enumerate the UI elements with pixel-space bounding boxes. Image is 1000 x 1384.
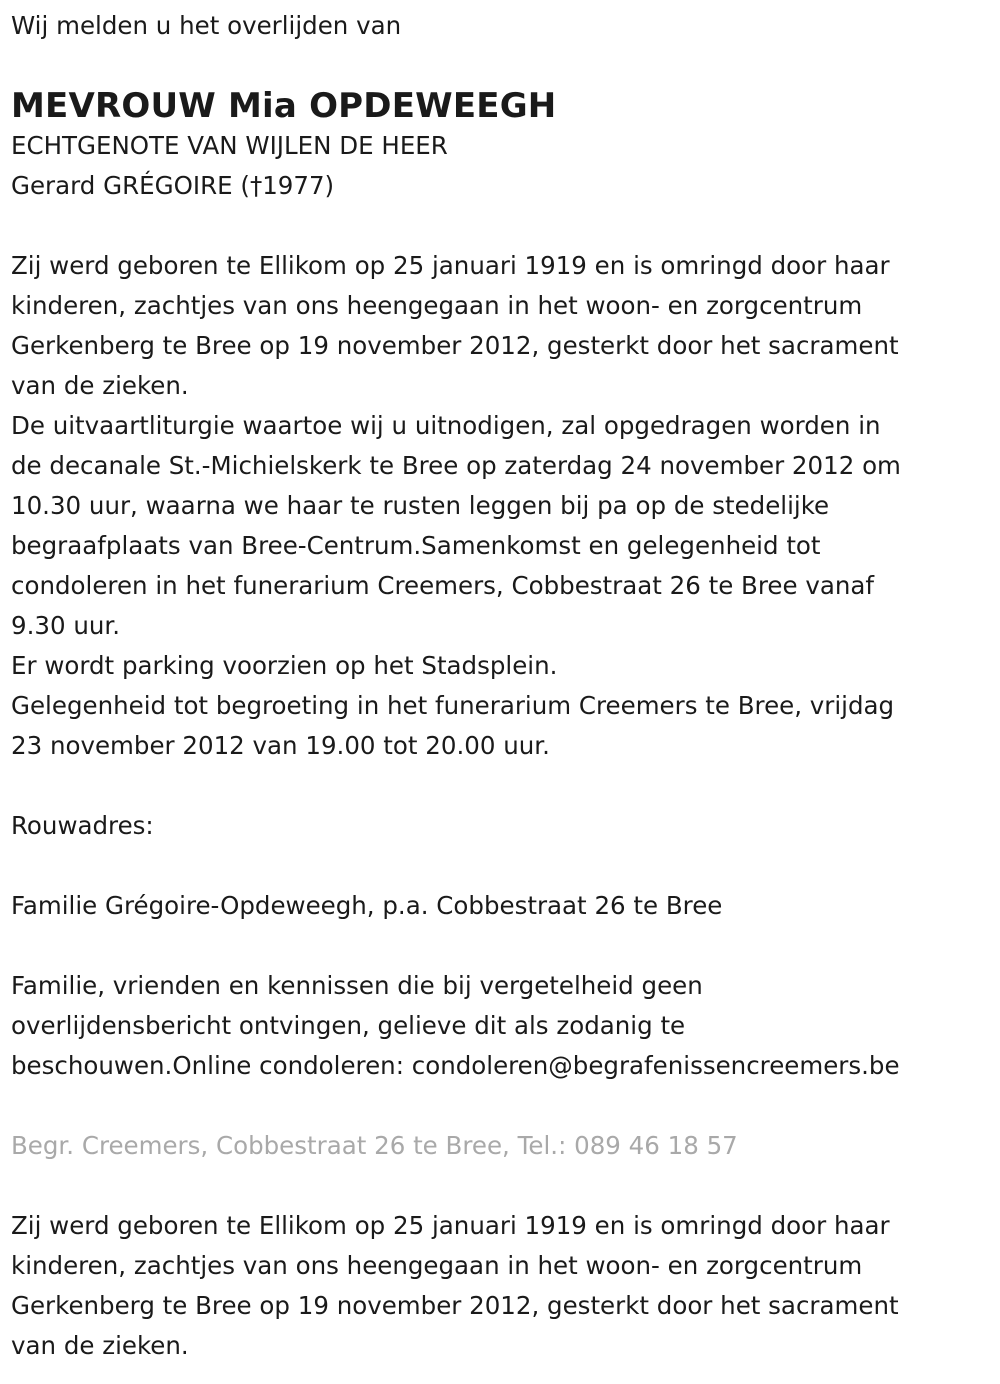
spacer	[11, 1086, 990, 1126]
parking-info: Er wordt parking voorzien op het Stadsplein.	[11, 651, 558, 680]
paragraph-line: begraafplaats van Bree-Centrum.Samenkomst en gelegenheid tot	[11, 531, 821, 560]
paragraph-line: condoleren in het funerarium Creemers, Cobbestraat 26 te Bree vanaf	[11, 571, 875, 600]
spouse-title: ECHTGENOTE VAN WIJLEN DE HEER	[11, 131, 448, 160]
paragraph-line: 23 november 2012 van 19.00 tot 20.00 uur.	[11, 731, 550, 760]
paragraph-line: 9.30 uur.	[11, 611, 121, 640]
paragraph-line: beschouwen.Online condoleren: condoleren@begrafenissencreemers.be	[11, 1051, 900, 1080]
birth-paragraph	[11, 246, 990, 406]
paragraph-line: kinderen, zachtjes van ons heengegaan in het woon- en zorgcentrum	[11, 1251, 863, 1280]
deceased-name: MEVROUW Mia OPDEWEEGH	[11, 86, 557, 126]
intro-text: Wij melden u het overlijden van	[11, 11, 402, 40]
paragraph-line: Gerkenberg te Bree op 19 november 2012, gesterkt door het sacrament	[11, 1291, 899, 1320]
address-label: Rouwadres:	[11, 811, 154, 840]
paragraph-line: De uitvaartliturgie waartoe wij u uitnodigen, zal opgedragen worden in	[11, 411, 881, 440]
spacer	[11, 1166, 990, 1206]
paragraph-line: Familie, vrienden en kennissen die bij vergetelheid geen	[11, 971, 703, 1000]
paragraph-line: kinderen, zachtjes van ons heengegaan in het woon- en zorgcentrum	[11, 291, 863, 320]
spacer	[11, 926, 990, 966]
visitation-paragraph	[11, 686, 990, 766]
paragraph-line: overlijdensbericht ontvingen, gelieve dit als zodanig te	[11, 1011, 686, 1040]
spacer	[11, 846, 990, 886]
paragraph-line: de decanale St.-Michielskerk te Bree op zaterdag 24 november 2012 om	[11, 451, 901, 480]
paragraph-line: Gerkenberg te Bree op 19 november 2012, gesterkt door het sacrament	[11, 331, 899, 360]
spacer	[11, 206, 990, 246]
paragraph-line: 10.30 uur, waarna we haar te rusten leggen bij pa op de stedelijke	[11, 491, 830, 520]
mourning-address: Familie Grégoire-Opdeweegh, p.a. Cobbestraat 26 te Bree	[11, 891, 723, 920]
paragraph-line: Zij werd geboren te Ellikom op 25 januari 1919 en is omringd door haar	[11, 251, 890, 280]
paragraph-line: van de zieken.	[11, 371, 189, 400]
paragraph-line: van de zieken.	[11, 1331, 189, 1360]
funeral-home-contact: Begr. Creemers, Cobbestraat 26 te Bree, Tel.: 089 46 18 57	[11, 1131, 738, 1160]
spacer	[11, 766, 990, 806]
paragraph-line: Gelegenheid tot begroeting in het funerarium Creemers te Bree, vrijdag	[11, 691, 895, 720]
paragraph-line: Zij werd geboren te Ellikom op 25 januari 1919 en is omringd door haar	[11, 1211, 890, 1240]
spouse-name: Gerard GRÉGOIRE (†1977)	[11, 171, 335, 200]
funeral-paragraph	[11, 406, 990, 646]
repeated-birth-paragraph	[11, 1206, 990, 1366]
closing-paragraph	[11, 966, 990, 1086]
